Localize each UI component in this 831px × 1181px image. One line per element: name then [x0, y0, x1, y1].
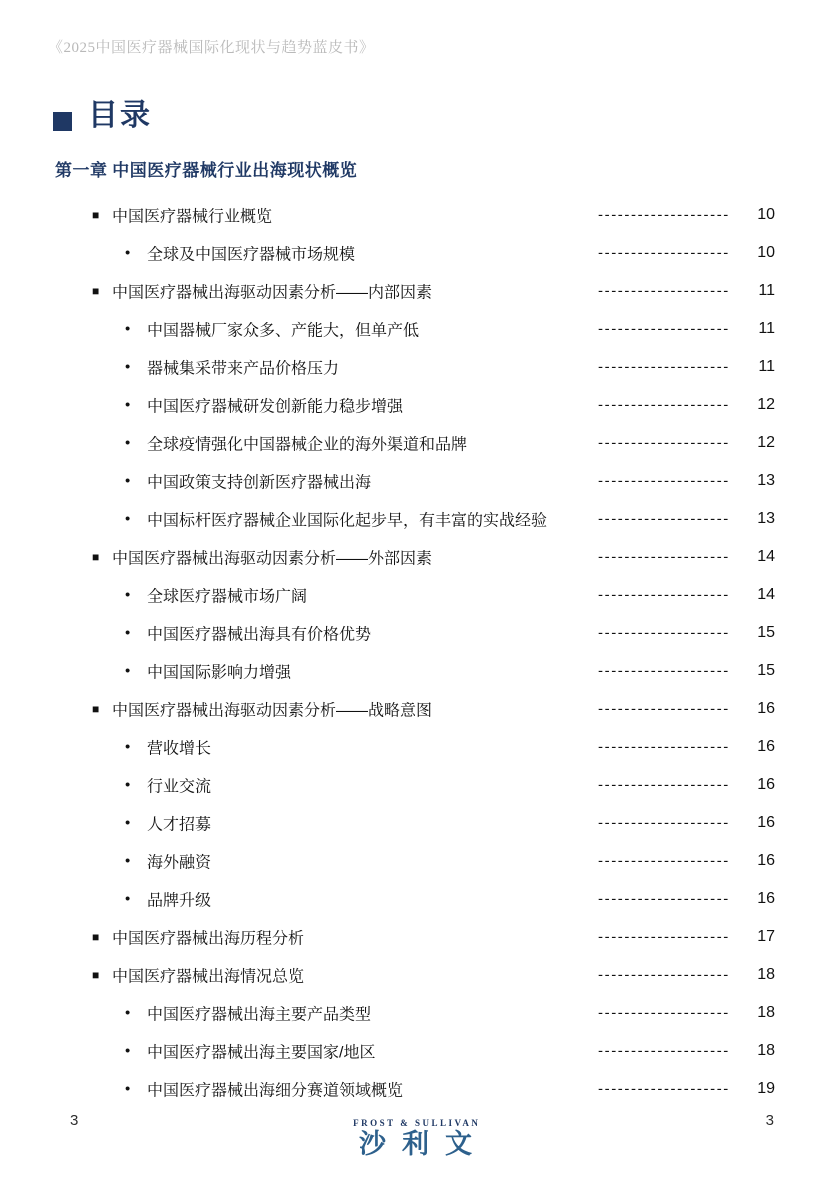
toc-bullet-icon: • — [125, 1004, 131, 1022]
toc-entry-page-number: 16 — [757, 738, 775, 755]
toc-dash-leader: -------------------- — [598, 358, 730, 376]
toc-bullet-icon: • — [125, 320, 131, 338]
toc-entry-page-number: 14 — [757, 586, 775, 603]
toc-entry[interactable] — [0, 310, 831, 348]
toc-bullet-icon: • — [125, 814, 131, 832]
toc-entry-title: 中国医疗器械出海主要产品类型 — [147, 1006, 372, 1024]
toc-entry-title: 全球医疗器械市场广阔 — [147, 588, 308, 606]
toc-entry-page-number: 18 — [757, 1004, 775, 1021]
toc-bullet-icon: • — [125, 852, 131, 870]
toc-bullet-icon: • — [125, 1080, 131, 1098]
toc-entry-title: 中国医疗器械出海具有价格优势 — [147, 626, 372, 644]
toc-entry-title: 中国医疗器械出海情况总览 — [112, 968, 305, 986]
toc-entry-title: 中国医疗器械出海历程分析 — [112, 930, 305, 948]
toc-entry[interactable] — [0, 386, 831, 424]
toc-entry[interactable] — [0, 652, 831, 690]
toc-dash-leader: -------------------- — [598, 206, 730, 224]
toc-entry[interactable] — [0, 994, 831, 1032]
toc-entry-title: 中国医疗器械出海驱动因素分析——战略意图 — [112, 702, 433, 720]
toc-entry-title: 中国医疗器械研发创新能力稳步增强 — [147, 398, 404, 416]
toc-dash-leader: -------------------- — [598, 700, 730, 718]
toc-bullet-icon: ■ — [92, 930, 100, 944]
toc-entry-title: 品牌升级 — [147, 892, 212, 910]
toc-bullet-icon: • — [125, 586, 131, 604]
toc-bullet-icon: • — [125, 358, 131, 376]
chapter-heading: 第一章 中国医疗器械行业出海现状概览 — [55, 161, 358, 180]
toc-entry-page-number: 12 — [757, 396, 775, 413]
toc-entry[interactable] — [0, 538, 831, 576]
toc-dash-leader: -------------------- — [598, 738, 730, 756]
toc-entry[interactable] — [0, 500, 831, 538]
toc-entry-page-number: 16 — [757, 776, 775, 793]
toc-entry[interactable] — [0, 576, 831, 614]
booklet-title: 《2025中国医疗器械国际化现状与趋势蓝皮书》 — [48, 40, 375, 56]
toc-entry[interactable] — [0, 804, 831, 842]
toc-entry-title: 中国医疗器械出海驱动因素分析——外部因素 — [112, 550, 433, 568]
toc-entry[interactable] — [0, 614, 831, 652]
toc-entry[interactable] — [0, 880, 831, 918]
toc-bullet-icon: ■ — [92, 208, 100, 222]
frost-sullivan-logo — [0, 1118, 831, 1158]
square-bullet-icon — [53, 112, 72, 131]
toc-entry[interactable] — [0, 234, 831, 272]
toc-entry-title: 器械集采带来产品价格压力 — [147, 360, 340, 378]
toc-bullet-icon: • — [125, 434, 131, 452]
toc-dash-leader: -------------------- — [598, 852, 730, 870]
toc-dash-leader: -------------------- — [598, 1004, 730, 1022]
toc-bullet-icon: ■ — [92, 968, 100, 982]
toc-entry-page-number: 11 — [758, 358, 775, 375]
toc-entry[interactable] — [0, 196, 831, 234]
toc-entry-page-number: 18 — [757, 1042, 775, 1059]
toc-entry-title: 营收增长 — [147, 740, 212, 758]
toc-entry-page-number: 14 — [757, 548, 775, 565]
toc-entry-title: 海外融资 — [147, 854, 212, 872]
toc-entry-page-number: 19 — [757, 1080, 775, 1097]
toc-bullet-icon: • — [125, 890, 131, 908]
toc-dash-leader: -------------------- — [598, 890, 730, 908]
toc-entry-page-number: 15 — [757, 624, 775, 641]
toc-dash-leader: -------------------- — [598, 396, 730, 414]
toc-entry-page-number: 12 — [757, 434, 775, 451]
toc-entry-page-number: 13 — [757, 510, 775, 527]
toc-entry-page-number: 10 — [757, 244, 775, 261]
toc-entry-title: 中国医疗器械行业概览 — [112, 208, 273, 226]
toc-bullet-icon: • — [125, 510, 131, 528]
toc-bullet-icon: • — [125, 244, 131, 262]
toc-bullet-icon: • — [125, 776, 131, 794]
toc-dash-leader: -------------------- — [598, 662, 730, 680]
toc-dash-leader: -------------------- — [598, 548, 730, 566]
toc-entry[interactable] — [0, 1070, 831, 1108]
toc-entry-page-number: 16 — [757, 700, 775, 717]
toc-entry-page-number: 16 — [757, 814, 775, 831]
shalivin-logo-text: 沙利文 — [359, 1129, 488, 1159]
footer-page-number-left: 3 — [70, 1112, 79, 1129]
toc-dash-leader: -------------------- — [598, 472, 730, 490]
toc-dash-leader: -------------------- — [598, 282, 730, 300]
toc-bullet-icon: • — [125, 624, 131, 642]
toc-entry-title: 中国标杆医疗器械企业国际化起步早，有丰富的实战经验 — [147, 512, 548, 530]
toc-entry-page-number: 10 — [757, 206, 775, 223]
toc-entry-page-number: 18 — [757, 966, 775, 983]
toc-dash-leader: -------------------- — [598, 624, 730, 642]
toc-entry-page-number: 16 — [757, 852, 775, 869]
toc-dash-leader: -------------------- — [598, 814, 730, 832]
toc-dash-leader: -------------------- — [598, 320, 730, 338]
toc-entry[interactable] — [0, 728, 831, 766]
toc-entry[interactable] — [0, 462, 831, 500]
toc-entry[interactable] — [0, 956, 831, 994]
toc-dash-leader: -------------------- — [598, 928, 730, 946]
toc-bullet-icon: ■ — [92, 284, 100, 298]
toc-entry-title: 中国政策支持创新医疗器械出海 — [147, 474, 372, 492]
toc-entry[interactable] — [0, 842, 831, 880]
toc-entry-title: 中国医疗器械出海主要国家/地区 — [147, 1044, 376, 1062]
toc-entry[interactable] — [0, 766, 831, 804]
toc-entry-title: 中国国际影响力增强 — [147, 664, 292, 682]
toc-entry-page-number: 17 — [757, 928, 775, 945]
toc-bullet-icon: • — [125, 396, 131, 414]
toc-entry-title: 中国医疗器械出海驱动因素分析——内部因素 — [112, 284, 433, 302]
toc-bullet-icon: ■ — [92, 702, 100, 716]
toc-bullet-icon: • — [125, 472, 131, 490]
toc-entry[interactable] — [0, 918, 831, 956]
toc-entry[interactable] — [0, 424, 831, 462]
toc-entry-title: 行业交流 — [147, 778, 212, 796]
footer-page-number-right: 3 — [765, 1112, 774, 1129]
page-title: 目录 — [88, 99, 152, 132]
toc-bullet-icon: • — [125, 662, 131, 680]
toc-entry-title: 全球疫情强化中国器械企业的海外渠道和品牌 — [147, 436, 468, 454]
toc-entry-title: 中国医疗器械出海细分赛道领域概览 — [147, 1082, 404, 1100]
toc-entry[interactable] — [0, 272, 831, 310]
toc-entry-page-number: 13 — [757, 472, 775, 489]
toc-entry-page-number: 11 — [758, 320, 775, 337]
toc-dash-leader: -------------------- — [598, 1042, 730, 1060]
toc-bullet-icon: • — [125, 1042, 131, 1060]
toc-dash-leader: -------------------- — [598, 776, 730, 794]
toc-entry-page-number: 15 — [757, 662, 775, 679]
toc-entry-page-number: 16 — [757, 890, 775, 907]
toc-dash-leader: -------------------- — [598, 434, 730, 452]
toc-entry-title: 全球及中国医疗器械市场规模 — [147, 246, 356, 264]
toc-entry-title: 中国器械厂家众多、产能大，但单产低 — [147, 322, 420, 340]
toc-list — [0, 196, 831, 1108]
toc-entry-page-number: 11 — [758, 282, 775, 299]
toc-bullet-icon: ■ — [92, 550, 100, 564]
toc-dash-leader: -------------------- — [598, 966, 730, 984]
toc-entry[interactable] — [0, 1032, 831, 1070]
toc-dash-leader: -------------------- — [598, 1080, 730, 1098]
toc-entry-title: 人才招募 — [147, 816, 212, 834]
toc-dash-leader: -------------------- — [598, 586, 730, 604]
toc-entry[interactable] — [0, 348, 831, 386]
toc-dash-leader: -------------------- — [598, 244, 730, 262]
frost-sullivan-wordmark: FROST & SULLIVAN — [353, 1118, 481, 1128]
toc-bullet-icon: • — [125, 738, 131, 756]
toc-entry[interactable] — [0, 690, 831, 728]
toc-dash-leader: -------------------- — [598, 510, 730, 528]
